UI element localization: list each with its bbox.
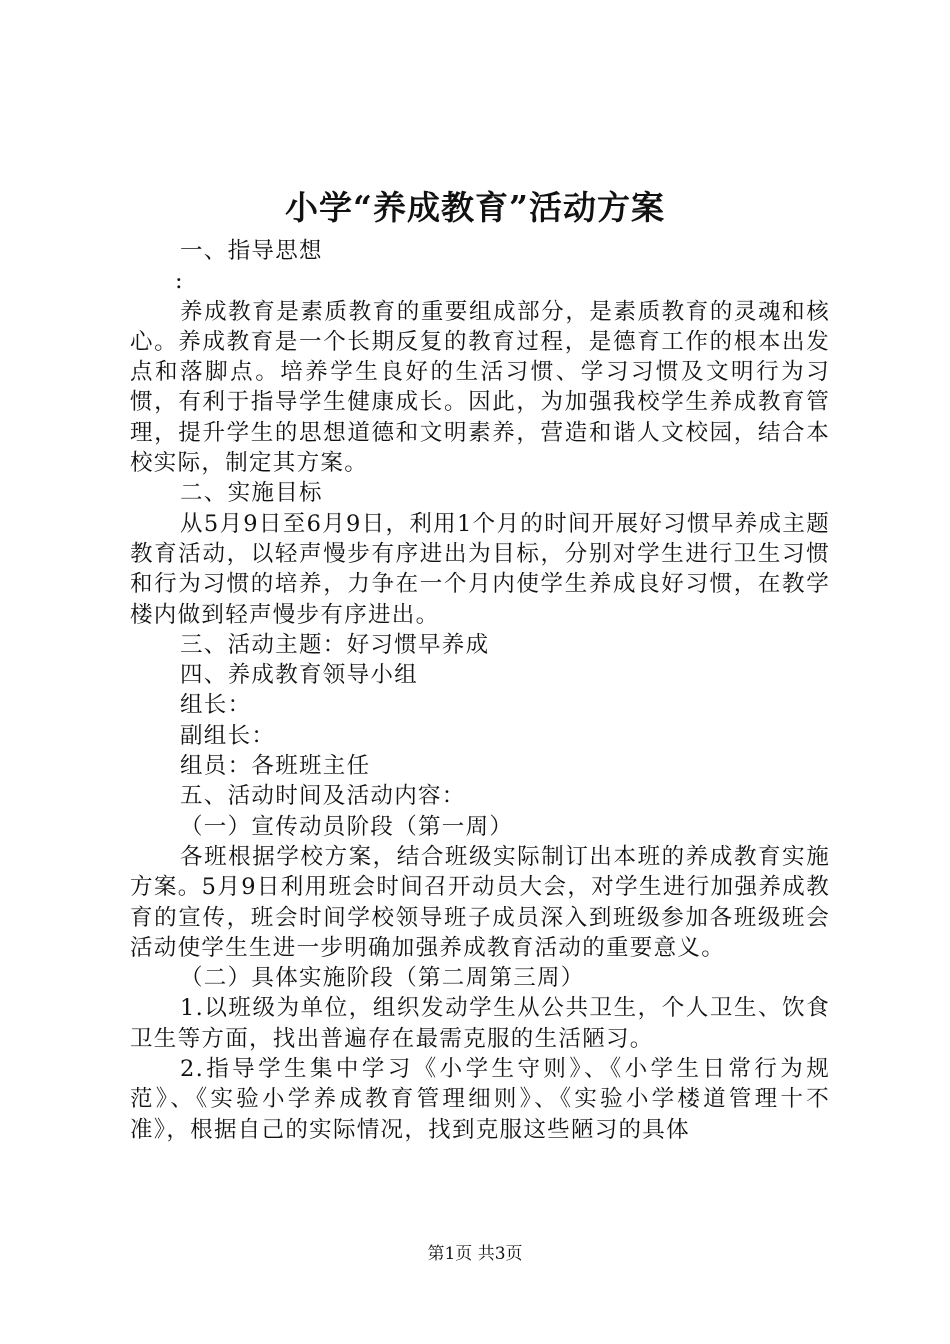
stray-colon: : [175, 268, 184, 295]
subheading-stage-1: （一）宣传动员阶段（第一周） [180, 813, 514, 840]
paragraph-intro: 养成教育是素质教育的重要组成部分，是素质教育的灵魂和核心。养成教育是一个长期反复的教育过程，是德育工作的根本出发点和落脚点。培养学生良好的生活习惯、学习习惯及文明行为习惯，有利于指导学生健康成长。因此，为加强我校学生养成教育管理，提升学生的思想道德和文明素养，营造和谐人文校园，结合本校实际，制定其方案。 [130, 298, 830, 477]
paragraph-goals: 从5月9日至6月9日，利用1个月的时间开展好习惯早养成主题教育活动，以轻声慢步有序进出为目标，分别对学生进行卫生习惯和行为习惯的培养，力争在一个月内使学生养成良好习惯，在教学楼内做到轻声慢步有序进出。 [130, 510, 830, 628]
members-line: 组员：各班班主任 [180, 753, 371, 780]
leader-line: 组长： [180, 692, 252, 719]
heading-leadership: 四、养成教育领导小组 [180, 662, 419, 689]
subheading-stage-2: （二）具体实施阶段（第二周第三周） [180, 965, 585, 992]
heading-theme: 三、活动主题：好习惯早养成 [180, 631, 490, 658]
list-item-2: 2.指导学生集中学习《小学生守则》、《小学生日常行为规范》、《实验小学养成教育管理细则》、《实验小学楼道管理十不准》，根据自己的实际情况，找到克服这些陋习的具体 [130, 1056, 830, 1143]
heading-goals: 二、实施目标 [180, 480, 323, 507]
document-body [130, 236, 830, 1145]
list-item-1: 1.以班级为单位，组织发动学生从公共卫生，个人卫生、饮食卫生等方面，找出普遍存在最需克服的生活陋习。 [130, 995, 830, 1052]
page-footer: 第1页 共3页 [427, 1244, 523, 1264]
heading-guiding-thought: 一、指导思想 [180, 238, 323, 264]
paragraph-stage-1: 各班根据学校方案，结合班级实际制订出本班的养成教育实施方案。5月9日利用班会时间召开动员大会，对学生进行加强养成教育的宣传，班会时间学校领导班子成员深入到班级参加各班级班会活动使学生生进一步明确加强养成教育活动的重要意义。 [130, 843, 830, 961]
document-title: 小学“养成教育”活动方案 [285, 188, 665, 227]
deputy-leader-line: 副组长： [180, 722, 276, 749]
heading-schedule: 五、活动时间及活动内容： [180, 783, 466, 810]
